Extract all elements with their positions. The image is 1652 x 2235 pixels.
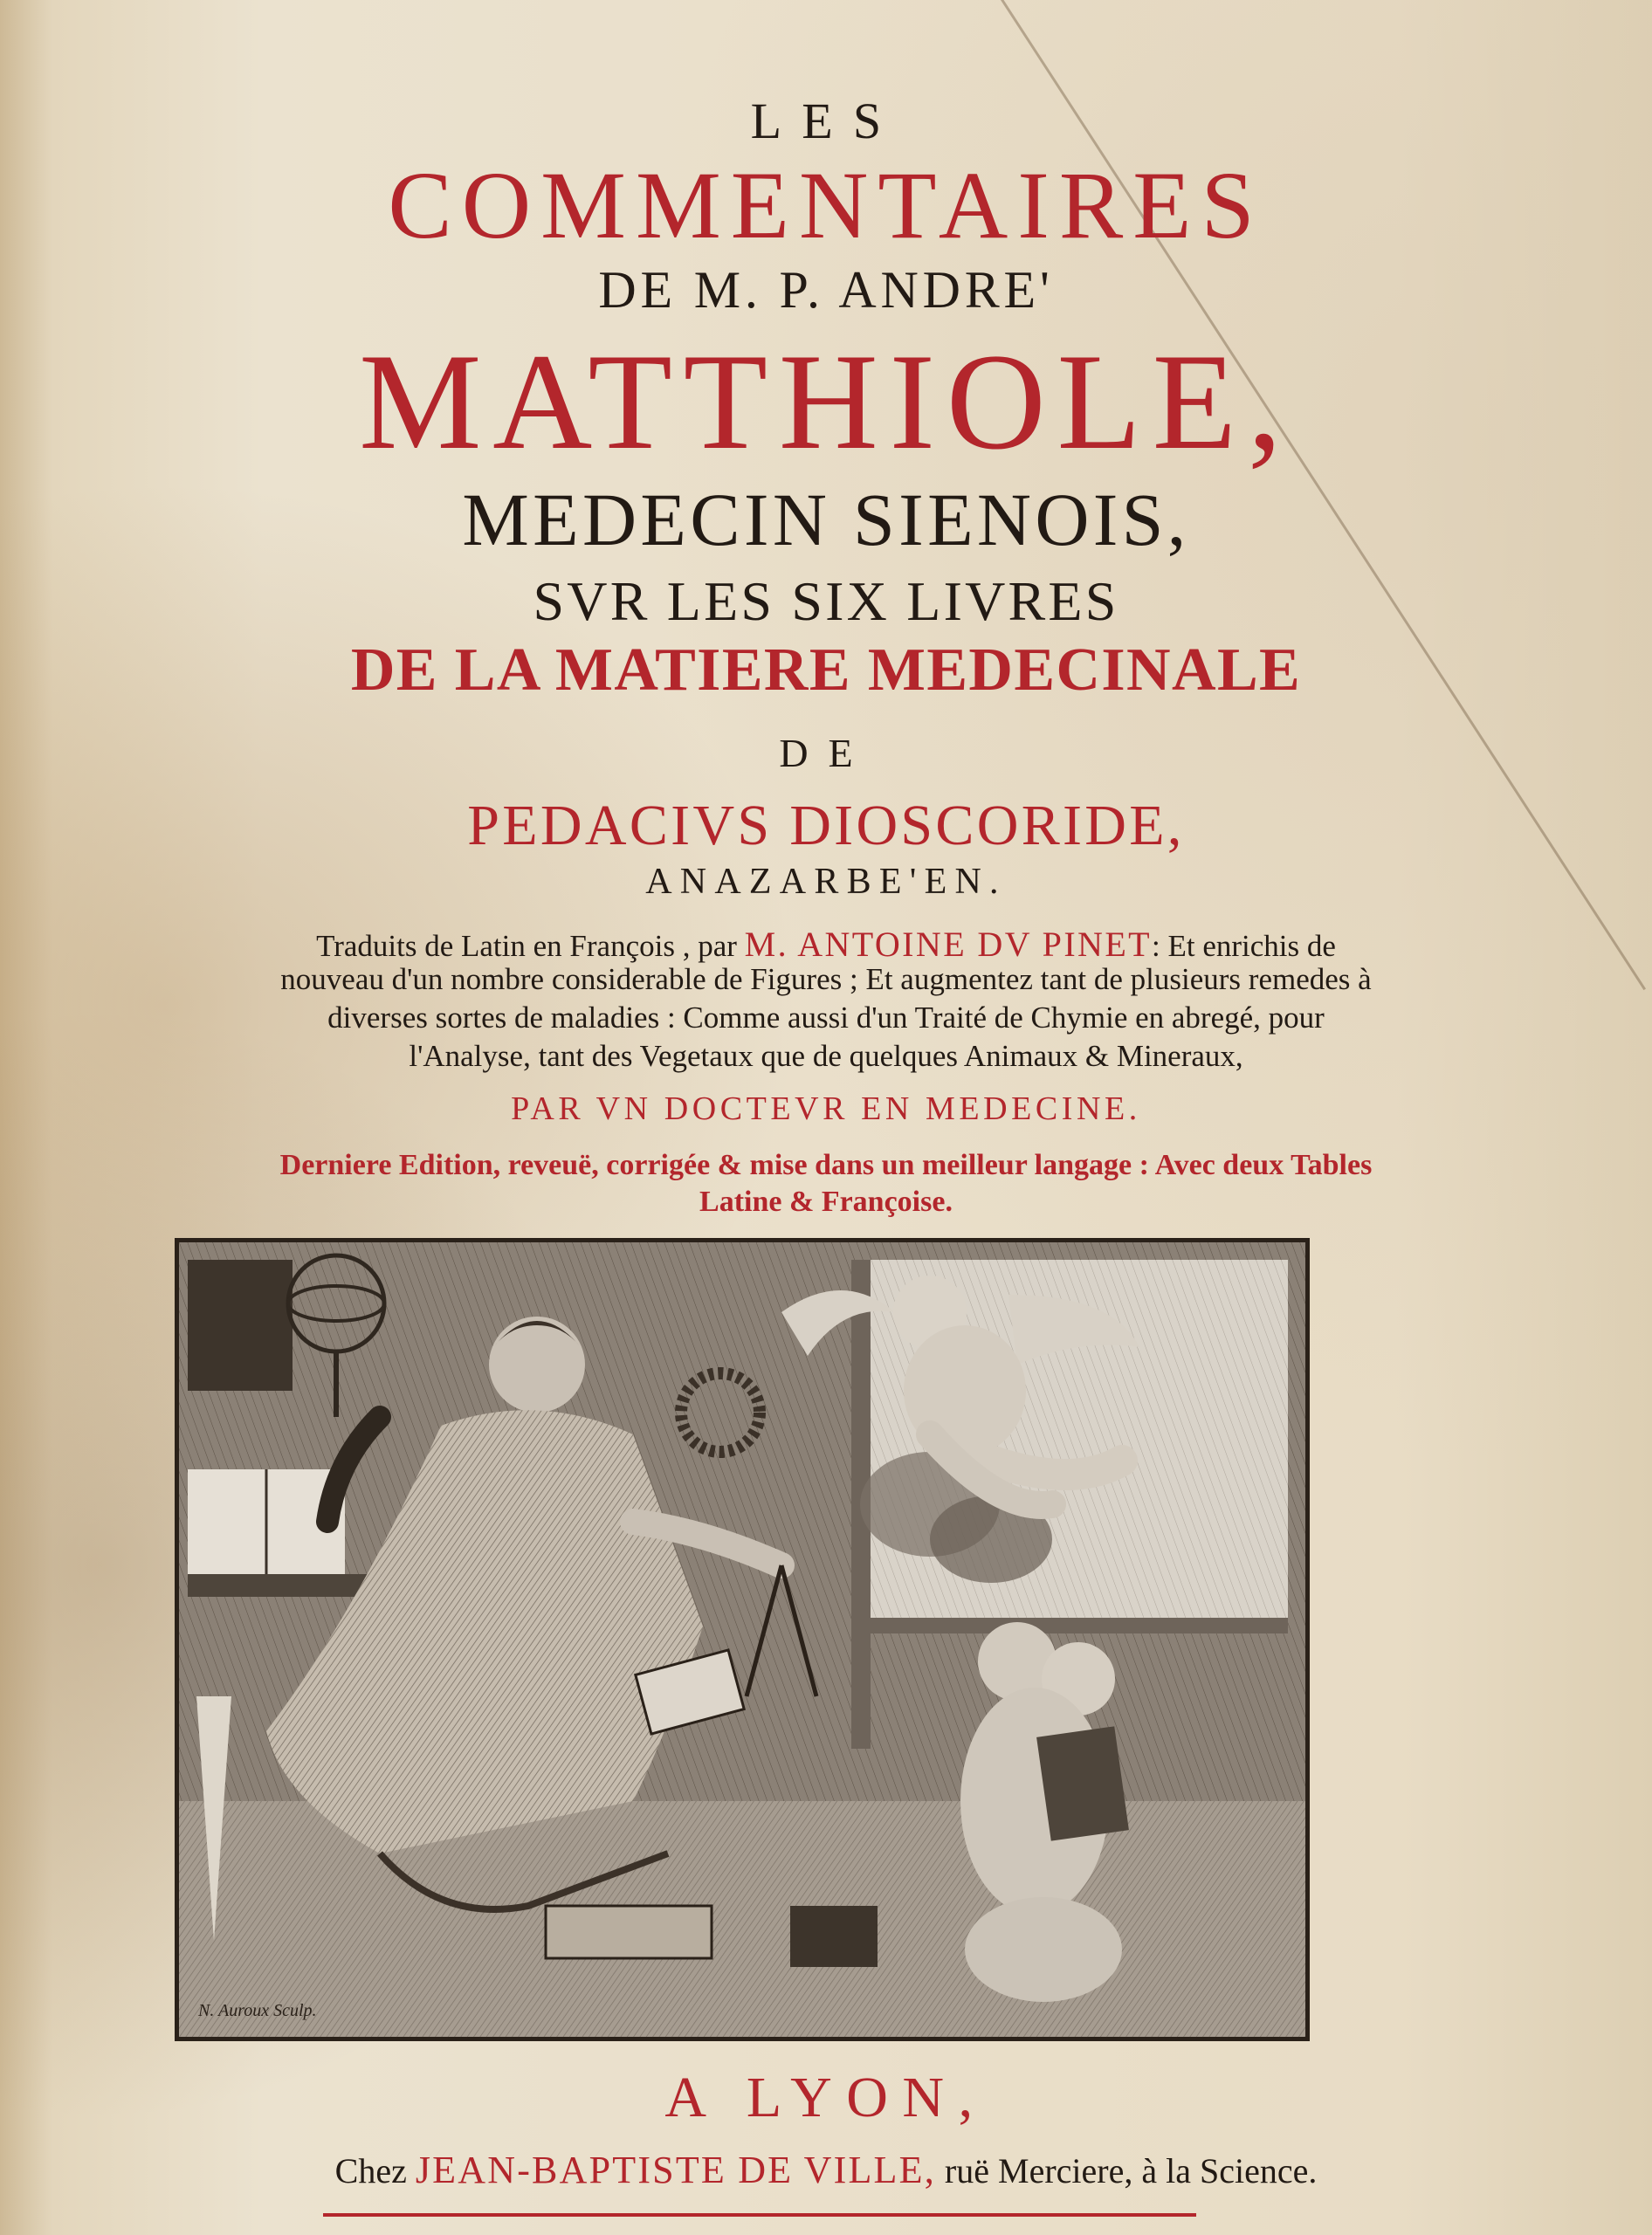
title-line-matthiole: MATTHIOLE, bbox=[359, 326, 1293, 478]
imprint-publisher bbox=[0, 2148, 1652, 2192]
description-line-2: nouveau d'un nombre considerable de Figures ; Et augmentez tant de plusieurs remedes à bbox=[280, 962, 1372, 996]
title-line-commentaires: COMMENTAIRES bbox=[388, 152, 1264, 258]
translator-suffix: : Et enrichis de bbox=[1152, 929, 1336, 963]
doctor-line: PAR VN DOCTEVR EN MEDECINE. bbox=[511, 1090, 1141, 1127]
bottom-rule bbox=[323, 2213, 1196, 2217]
title-line-six-livres: SVR LES SIX LIVRES bbox=[533, 570, 1119, 632]
engraved-illustration bbox=[175, 1238, 1310, 2041]
translator-name: M. ANTOINE DV PINET bbox=[744, 925, 1152, 964]
engraver-signature: N. Auroux Sculp. bbox=[198, 2001, 317, 2020]
stone-block bbox=[546, 1906, 712, 1958]
title-line-author-prefix: DE M. P. ANDRE' bbox=[598, 261, 1054, 319]
title-line-matiere-medecinale: DE LA MATIERE MEDECINALE bbox=[350, 636, 1302, 704]
description-line-4: l'Analyse, tant des Vegetaux que de quelques Animaux & Mineraux, bbox=[409, 1039, 1243, 1073]
bookshelf-grille bbox=[188, 1260, 293, 1391]
publisher-name: JEAN-BAPTISTE DE VILLE, bbox=[415, 2149, 936, 2191]
edition-line-2: Latine & Françoise. bbox=[699, 1186, 953, 1218]
publisher-suffix: ruë Merciere, à la Science. bbox=[944, 2151, 1318, 2190]
engraving-scene bbox=[179, 1242, 1305, 2037]
publisher-prefix: Chez bbox=[334, 2151, 407, 2190]
title-line-medecin-sienois: MEDECIN SIENOIS, bbox=[462, 478, 1190, 561]
translator-line bbox=[0, 924, 1652, 965]
title-line-les: LES bbox=[750, 93, 902, 149]
two-children-reading bbox=[960, 1622, 1129, 2002]
title-line-de: DE bbox=[779, 731, 873, 775]
title-line-anazarbeen: ANAZARBE'EN. bbox=[645, 862, 1007, 902]
translator-prefix: Traduits de Latin en François , par bbox=[316, 929, 737, 963]
description-line-3: diverses sortes de maladies : Comme aussi d'un Traité de Chymie en abregé, pour bbox=[327, 1001, 1325, 1035]
imprint-place: A LYON, bbox=[664, 2066, 988, 2129]
floor-book bbox=[790, 1906, 878, 1967]
edition-line-1: Derniere Edition, reveuë, corrigée & mise dans un meilleur langage : Avec deux Tables bbox=[279, 1149, 1373, 1181]
title-line-dioscoride: PEDACIVS DIOSCORIDE, bbox=[467, 794, 1185, 857]
